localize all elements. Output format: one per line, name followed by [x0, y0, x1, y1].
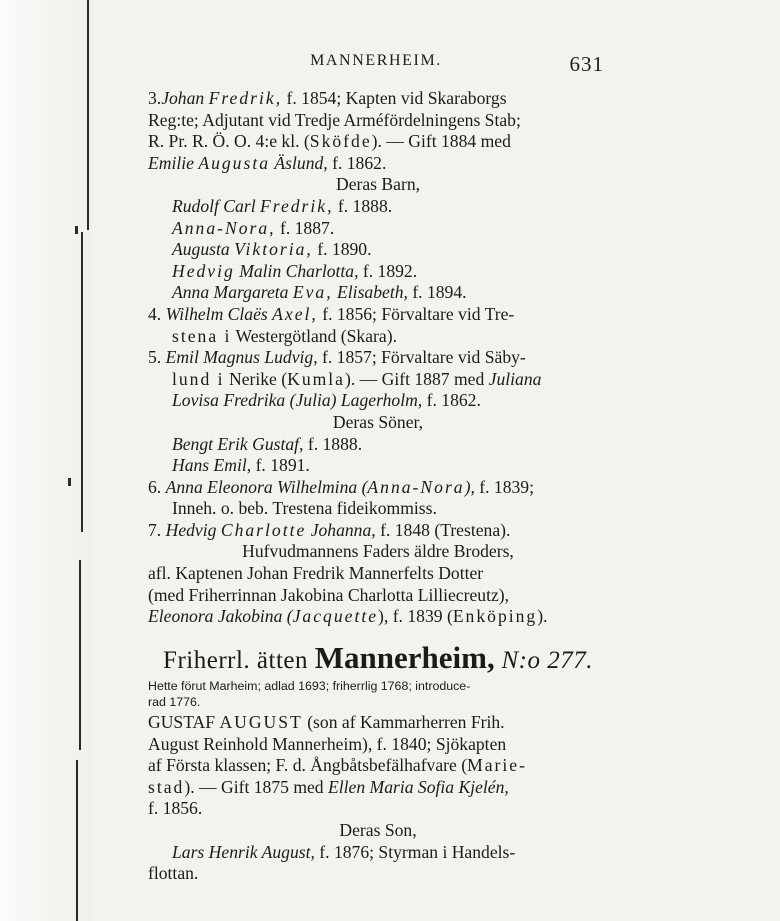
person-name: Juliana: [488, 368, 542, 389]
entry-text: ),: [378, 606, 389, 627]
place-name: Sköfde: [309, 131, 372, 152]
entry-text: f. 1887.: [279, 217, 335, 238]
family-name: Mannerheim,: [314, 640, 495, 675]
entry-number: 4.: [148, 303, 162, 324]
person-name-spaced: Charlotte: [220, 519, 307, 540]
entry-text: f. 1839 (: [392, 606, 453, 627]
entry-5-line-1: [148, 347, 608, 369]
person-name-spaced: Fredrik,: [208, 88, 283, 108]
person-name: Bengt Erik Gustaf,: [172, 433, 304, 454]
entry-text: f. 1891.: [255, 455, 310, 476]
person-name: Ellen Maria Sofia Kjelén,: [328, 776, 509, 797]
margin-line: [79, 560, 81, 750]
person-name: Wilhelm Claës: [165, 303, 268, 324]
gustaf-entry: [148, 712, 608, 885]
entry-text: f. 1894.: [412, 282, 467, 303]
parent-line-4: [148, 606, 608, 628]
gustaf-son-line-2: flottan.: [148, 863, 199, 884]
person-name-spaced: Hedvig: [172, 260, 235, 281]
person-name: Johan: [161, 88, 205, 108]
person-name: Rudolf Carl: [172, 195, 256, 216]
entry-5-line-2: [148, 369, 608, 391]
margin-mark: [68, 478, 71, 486]
person-name: Anna Eleonora Wilhelmina (: [165, 476, 368, 497]
gustaf-line-3: [148, 755, 608, 777]
parent-line-1: Hufvudmannens Faders äldre Broders,: [242, 541, 514, 562]
gustaf-son-line-1: [148, 842, 608, 864]
page-number: 631: [569, 52, 604, 76]
entry-text: R. Pr. R. Ö. O. 4:e kl. (: [148, 131, 310, 152]
entry-text: f. 1888.: [337, 195, 393, 216]
main-text: [148, 88, 608, 628]
entry-text: ). — Gift 1875 med: [184, 776, 324, 797]
entry-text: f. 1892.: [362, 260, 418, 281]
child-1: [148, 196, 608, 218]
entry-number: 6.: [148, 476, 162, 497]
place-name: lund i: [172, 368, 225, 389]
person-name-spaced: Anna-Nora: [367, 476, 465, 497]
child-3: [148, 239, 608, 261]
children-heading: Deras Barn,: [335, 174, 421, 195]
child-2: [148, 218, 608, 240]
entry-number: 7.: [148, 519, 162, 540]
person-name: Eleonora Jakobina (: [148, 606, 293, 627]
margin-mark: [75, 226, 78, 234]
note-line-2: rad 1776.: [148, 695, 201, 709]
person-name: Augusta: [172, 239, 230, 260]
person-name-spaced: Axel,: [272, 303, 318, 324]
person-name-spaced: Jacquette: [292, 606, 379, 627]
entry-6-line-2: Inneh. o. beb. Trestena fideikommiss.: [172, 498, 437, 519]
person-name-spaced: Viktoria,: [234, 239, 313, 260]
entry-text: f. 1876; Styrman i Handels-: [319, 841, 516, 862]
person-name: Elisabeth,: [337, 282, 408, 303]
person-name-spaced: Anna-Nora,: [172, 217, 276, 238]
gustaf-line-4: [148, 777, 608, 799]
entry-text: f. 1839;: [479, 476, 534, 497]
entry-text: Westergötland (Skara).: [235, 325, 397, 346]
entry-text: (son af Kammarherren Frih.: [307, 712, 505, 732]
entry-text: ). — Gift 1887 med: [345, 368, 485, 389]
margin-line: [81, 232, 83, 532]
person-name-spaced: Fredrik,: [260, 195, 334, 216]
person-name: Johanna,: [310, 519, 376, 540]
binding-margin: [0, 0, 92, 921]
person-name: Hedvig: [165, 519, 217, 540]
person-name-spaced: Augusta: [198, 152, 271, 173]
entry-text: ). — Gift 1884 med: [371, 131, 511, 152]
sons-heading: Deras Söner,: [332, 411, 424, 432]
entry-text: f. 1848 (Trestena).: [380, 519, 511, 540]
gustaf-line-2: August Reinhold Mannerheim), f. 1840; Sjökapten: [148, 733, 507, 754]
head-name-spaced: AUGUST: [219, 712, 303, 732]
person-name: Hans Emil,: [172, 455, 252, 476]
person-name: Lars Henrik August,: [172, 841, 315, 862]
entry-3-line-4: [148, 153, 608, 175]
section-heading: [148, 640, 608, 680]
section-note: [148, 678, 608, 710]
entry-3-line-3: [148, 131, 608, 153]
person-name: Malin Charlotta,: [239, 260, 359, 281]
parent-line-3: (med Friherrinnan Jakobina Charlotta Lilliecreutz),: [148, 584, 510, 605]
entry-3-line-2: Reg:te; Adjutant vid Tredje Arméfördelningens Stab;: [148, 109, 521, 130]
person-name-spaced: Eva,: [292, 282, 333, 303]
gustaf-line-1: [148, 712, 608, 734]
entry-7-line-1: [148, 520, 608, 542]
gustaf-line-5: f. 1856.: [148, 798, 203, 819]
entry-number: 3.: [148, 88, 162, 108]
person-name: Äslund,: [274, 152, 328, 173]
entry-6-line-1: [148, 477, 608, 499]
entry-number: 5.: [148, 347, 162, 368]
son-heading: Deras Son,: [339, 819, 417, 840]
page-header: [148, 52, 604, 76]
person-name: Emilie: [148, 152, 194, 173]
place-name: stena i: [172, 325, 232, 346]
place-name: Enköping: [452, 606, 538, 627]
son-2: [148, 455, 608, 477]
son-1: [148, 434, 608, 456]
place-name: Marie-: [467, 755, 527, 776]
entry-text: f. 1862.: [426, 390, 481, 411]
entry-text: Nerike (: [228, 368, 288, 389]
running-title: MANNERHEIM.: [310, 52, 442, 69]
person-name: Anna Margareta: [172, 282, 289, 303]
person-name: Lovisa Fredrika (Julia) Lagerholm,: [172, 390, 423, 411]
note-line-1: Hette förut Marheim; adlad 1693; friherrlig 1768; introduce-: [148, 679, 471, 693]
person-name: Emil Magnus Ludvig,: [165, 347, 318, 368]
entry-text: ).: [537, 606, 548, 627]
head-name: GUSTAF: [148, 712, 216, 732]
person-name: ),: [464, 476, 475, 497]
entry-text: f. 1890.: [317, 239, 372, 260]
section-prefix: Friherrl. ätten: [163, 647, 308, 674]
child-5: [148, 282, 608, 304]
entry-5-line-3: [148, 390, 608, 412]
family-number: N:o 277.: [501, 647, 593, 674]
entry-text: f. 1862.: [332, 152, 387, 173]
entry-text: f. 1857; Förvaltare vid Säby-: [322, 347, 526, 368]
entry-3-line-1: [148, 88, 608, 110]
parent-line-2: afl. Kaptenen Johan Fredrik Mannerfelts Dotter: [148, 563, 484, 584]
entry-text: af Första klassen; F. d. Ångbåtsbefälhafvare (: [148, 755, 468, 776]
entry-text: f. 1888.: [307, 433, 363, 454]
entry-text: f. 1854; Kapten vid Skaraborgs: [286, 88, 507, 108]
place-name: stad: [148, 776, 185, 797]
place-name: Kumla: [287, 368, 345, 389]
margin-line: [76, 760, 78, 921]
entry-4-line-1: [148, 304, 608, 326]
entry-text: f. 1856; Förvaltare vid Tre-: [322, 303, 515, 324]
child-4: [148, 261, 608, 283]
entry-4-line-2: [148, 326, 608, 348]
margin-line: [87, 0, 89, 230]
